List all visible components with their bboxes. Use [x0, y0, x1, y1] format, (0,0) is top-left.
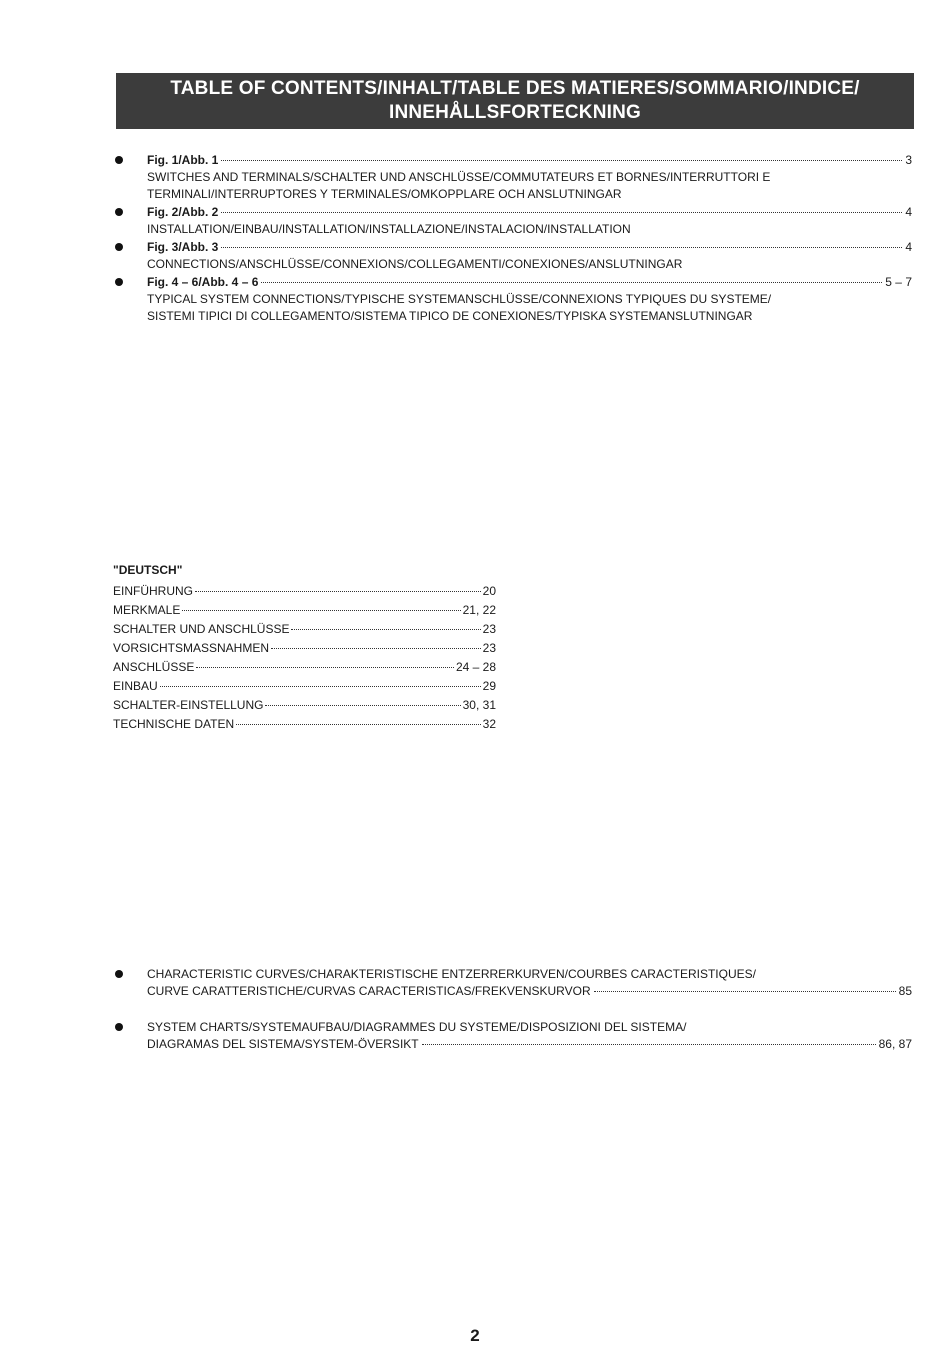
deutsch-toc-row[interactable]	[113, 696, 496, 715]
appendix-list	[115, 966, 912, 1072]
toc-entry-description: SWITCHES AND TERMINALS/SCHALTER UND ANSCHLÜSSE/COMMUTATEURS ET BORNES/INTERRUTTORI E	[147, 170, 771, 184]
bullet-icon	[115, 243, 123, 251]
deutsch-toc-label: MERKMALE	[113, 603, 181, 617]
appendix-entry-line: DIAGRAMAS DEL SISTEMA/SYSTEM-ÖVERSIKT	[147, 1037, 419, 1051]
toc-entry-figure: Fig. 1/Abb. 1	[147, 153, 219, 167]
toc-entry-description: CONNECTIONS/ANSCHLÜSSE/CONNEXIONS/COLLEGAMENTI/CONEXIONES/ANSLUTNINGAR	[147, 257, 683, 271]
toc-title-banner	[116, 73, 914, 129]
deutsch-toc-label: SCHALTER-EINSTELLUNG	[113, 698, 264, 712]
toc-entry-description: SISTEMI TIPICI DI COLLEGAMENTO/SISTEMA TIPICO DE CONEXIONES/TYPISKA SYSTEMANSLUTNINGAR	[147, 309, 753, 323]
dot-leader	[261, 282, 882, 283]
appendix-entry-page: 85	[898, 984, 912, 998]
deutsch-toc-row[interactable]	[113, 677, 496, 696]
appendix-entry-system-charts[interactable]	[115, 1019, 912, 1053]
deutsch-toc-page: 32	[482, 717, 496, 731]
bullet-icon	[115, 1023, 123, 1031]
toc-entry-page: 3	[905, 153, 912, 167]
deutsch-toc-label: EINBAU	[113, 679, 158, 693]
deutsch-toc-label: VORSICHTSMASSNAHMEN	[113, 641, 270, 655]
dot-leader	[221, 160, 902, 161]
deutsch-toc-page: 24 – 28	[455, 660, 496, 674]
dot-leader	[265, 705, 460, 706]
deutsch-toc-row[interactable]	[113, 601, 496, 620]
toc-entry-figure: Fig. 3/Abb. 3	[147, 240, 219, 254]
toc-entry-page: 4	[905, 205, 912, 219]
deutsch-toc-page: 23	[482, 622, 496, 636]
deutsch-toc-page: 20	[482, 584, 496, 598]
dot-leader	[221, 212, 902, 213]
toc-entry-fig3[interactable]	[115, 239, 912, 273]
dot-leader	[221, 247, 902, 248]
toc-entry-fig2[interactable]	[115, 204, 912, 238]
toc-entry-fig4-6[interactable]	[115, 274, 912, 325]
toc-entry-page: 4	[905, 240, 912, 254]
appendix-entry-line: SYSTEM CHARTS/SYSTEMAUFBAU/DIAGRAMMES DU SYSTEME/DISPOSIZIONI DEL SISTEMA/	[147, 1020, 687, 1034]
dot-leader	[236, 724, 481, 725]
bullet-icon	[115, 208, 123, 216]
dot-leader	[594, 991, 896, 992]
dot-leader	[195, 591, 481, 592]
toc-entry-figure: Fig. 2/Abb. 2	[147, 205, 219, 219]
toc-entry-figure: Fig. 4 – 6/Abb. 4 – 6	[147, 275, 259, 289]
deutsch-toc-label: TECHNISCHE DATEN	[113, 717, 235, 731]
toc-entry-fig1[interactable]	[115, 152, 912, 203]
page-number: 2	[470, 1326, 480, 1345]
appendix-entry-line: CHARACTERISTIC CURVES/CHARAKTERISTISCHE ENTZERRERKURVEN/COURBES CARACTERISTIQUES/	[147, 967, 756, 981]
bullet-icon	[115, 278, 123, 286]
deutsch-toc-row[interactable]	[113, 620, 496, 639]
deutsch-section	[113, 562, 496, 734]
deutsch-toc-label: SCHALTER UND ANSCHLÜSSE	[113, 622, 290, 636]
deutsch-toc-page: 30, 31	[462, 698, 496, 712]
deutsch-toc-page: 21, 22	[462, 603, 496, 617]
toc-entry-description: TERMINALI/INTERRUPTORES Y TERMINALES/OMKOPPLARE OCH ANSLUTNINGAR	[147, 187, 622, 201]
appendix-entry-page: 86, 87	[878, 1037, 912, 1051]
appendix-entry-curves[interactable]	[115, 966, 912, 1000]
deutsch-toc-row[interactable]	[113, 582, 496, 601]
toc-entry-description: INSTALLATION/EINBAU/INSTALLATION/INSTALLAZIONE/INSTALACION/INSTALLATION	[147, 222, 631, 236]
bullet-icon	[115, 970, 123, 978]
dot-leader	[196, 667, 454, 668]
toc-figure-list	[115, 152, 912, 325]
deutsch-heading: "DEUTSCH"	[113, 563, 183, 577]
toc-title-line2: INNEHÅLLSFORTECKNING	[388, 102, 642, 123]
deutsch-toc-label: EINFÜHRUNG	[113, 584, 193, 598]
toc-entry-page: 5 – 7	[885, 275, 912, 289]
dot-leader	[182, 610, 460, 611]
dot-leader	[422, 1044, 876, 1045]
dot-leader	[271, 648, 481, 649]
appendix-entry-line: CURVE CARATTERISTICHE/CURVAS CARACTERISTICAS/FREKVENSKURVOR	[147, 984, 591, 998]
deutsch-toc-row[interactable]	[113, 639, 496, 658]
deutsch-toc-row[interactable]	[113, 658, 496, 677]
toc-entry-description: TYPICAL SYSTEM CONNECTIONS/TYPISCHE SYSTEMANSCHLÜSSE/CONNEXIONS TYPIQUES DU SYSTEME/	[147, 292, 772, 306]
dot-leader	[291, 629, 480, 630]
toc-title-line1: TABLE OF CONTENTS/INHALT/TABLE DES MATIERES/SOMMARIO/INDICE/	[170, 78, 860, 99]
dot-leader	[160, 686, 481, 687]
deutsch-toc-row[interactable]	[113, 715, 496, 734]
bullet-icon	[115, 156, 123, 164]
deutsch-toc-page: 23	[482, 641, 496, 655]
deutsch-toc-label: ANSCHLÜSSE	[113, 660, 195, 674]
deutsch-toc-page: 29	[482, 679, 496, 693]
